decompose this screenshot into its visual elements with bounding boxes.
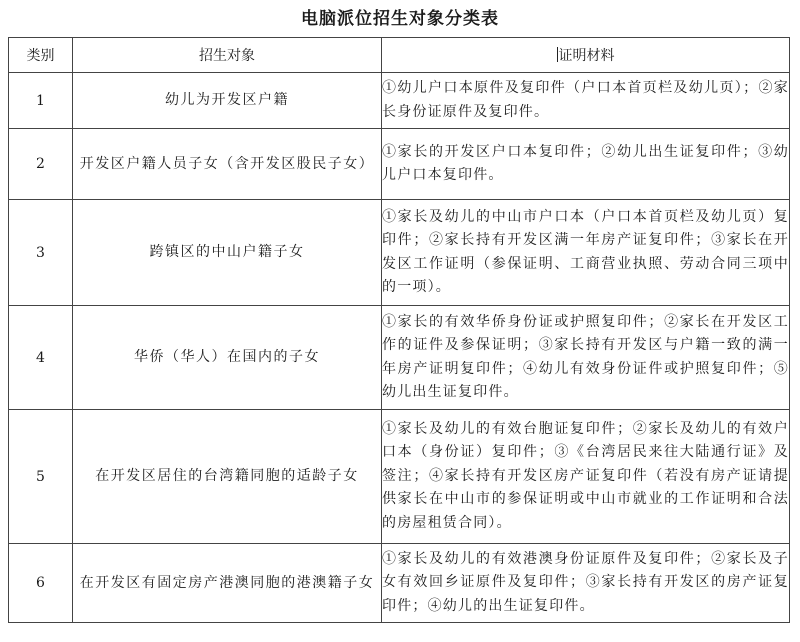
row-target: 在开发区有固定房产港澳同胞的港澳籍子女 <box>73 544 382 623</box>
row-documents: ①家长及幼儿的有效港澳身份证原件及复印件；②家长及子女有效回乡证原件及复印件；③家长持有开发区的房产证复印件；④幼儿的出生证复印件。 <box>382 544 790 623</box>
row-documents: ①家长及幼儿的中山市户口本（户口本首页栏及幼儿页）复印件；②家长持有开发区满一年房产证复印件；③家长在开发区工作证明（参保证明、工商营业执照、劳动合同三项中的一项）。 <box>382 200 790 306</box>
table-row <box>9 306 790 410</box>
row-documents: ①家长及幼儿的有效台胞证复印件；②家长及幼儿的有效户口本（身份证）复印件；③《台湾居民来往大陆通行证》及签注；④家长持有开发区房产证复印件（若没有房产证请提供家长在中山市的参保证明或中山市就业的工作证明和合法的房屋租赁合同）。 <box>382 410 790 544</box>
row-target: 华侨（华人）在国内的子女 <box>73 306 382 410</box>
row-target: 跨镇区的中山户籍子女 <box>73 200 382 306</box>
header-documents-label: 证明材料 <box>558 48 615 64</box>
table-row <box>9 410 790 544</box>
row-category: 5 <box>9 410 73 544</box>
header-category: 类别 <box>9 38 73 73</box>
page-title: 电脑派位招生对象分类表 <box>301 9 499 29</box>
row-category: 4 <box>9 306 73 410</box>
table-row <box>9 73 790 129</box>
table-header-row <box>9 38 790 73</box>
row-documents: ①家长的开发区户口本复印件；②幼儿出生证复印件；③幼儿户口本复印件。 <box>382 129 790 200</box>
header-target: 招生对象 <box>73 38 382 73</box>
table-row <box>9 200 790 306</box>
text-cursor <box>557 47 558 62</box>
row-target: 开发区户籍人员子女（含开发区股民子女） <box>73 129 382 200</box>
row-category: 6 <box>9 544 73 623</box>
table-row <box>9 129 790 200</box>
row-category: 2 <box>9 129 73 200</box>
row-documents: ①幼儿户口本原件及复印件（户口本首页栏及幼儿页）；②家长身份证原件及复印件。 <box>382 73 790 129</box>
header-documents <box>382 38 790 73</box>
row-documents: ①家长的有效华侨身份证或护照复印件；②家长在开发区工作的证件及参保证明；③家长持有开发区与户籍一致的满一年房产证明复印件；④幼儿有效身份证件或护照复印件；⑤幼儿出生证复印件。 <box>382 306 790 410</box>
table-row <box>9 544 790 623</box>
row-target: 幼儿为开发区户籍 <box>73 73 382 129</box>
enrollment-category-table <box>8 37 790 623</box>
row-target: 在开发区居住的台湾籍同胞的适龄子女 <box>73 410 382 544</box>
row-category: 1 <box>9 73 73 129</box>
row-category: 3 <box>9 200 73 306</box>
